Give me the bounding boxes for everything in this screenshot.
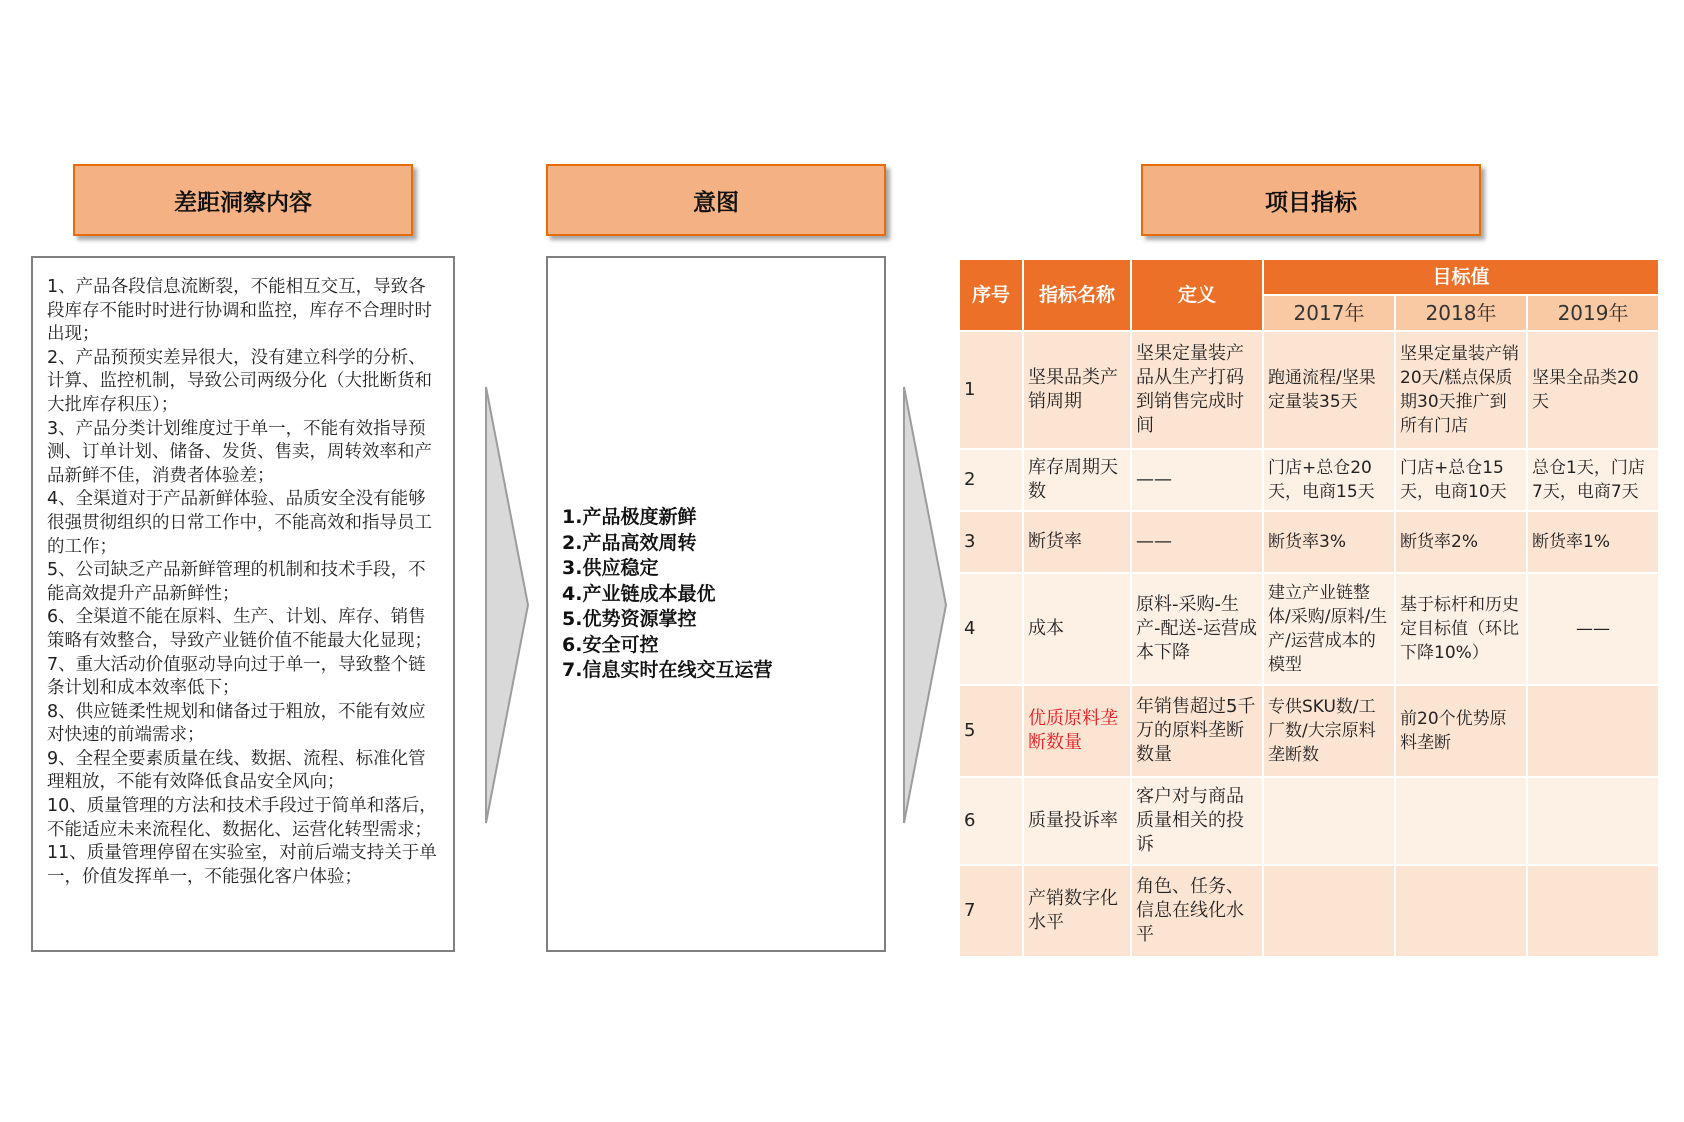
row-target-2018 — [1395, 777, 1527, 865]
col-header-definition: 定义 — [1131, 259, 1263, 331]
row-definition: 年销售超过5千万的原料垄断数量 — [1131, 685, 1263, 777]
row-definition: —— — [1131, 449, 1263, 511]
intent-item: 7.信息实时在线交互运营 — [562, 659, 773, 681]
flow-arrow-2 — [902, 385, 950, 825]
table-row — [959, 865, 1659, 957]
intent-panel — [546, 256, 886, 952]
row-definition: 角色、任务、信息在线化水平 — [1131, 865, 1263, 957]
gap-insight-header-label: 差距洞察内容 — [174, 189, 312, 216]
row-name: 断货率 — [1023, 511, 1131, 573]
row-target-2017: 专供SKU数/工厂数/大宗原料垄断数 — [1263, 685, 1395, 777]
gap-item: 6、全渠道不能在原料、生产、计划、库存、销售策略有效整合，导致产业链价值不能最大化显现； — [47, 607, 432, 651]
table-row — [959, 331, 1659, 449]
table-row — [959, 777, 1659, 865]
row-target-2017: 门店+总仓20天，电商15天 — [1263, 449, 1395, 511]
row-target-2018: 基于标杆和历史定目标值（环比下降10%） — [1395, 573, 1527, 685]
row-index: 7 — [959, 865, 1023, 957]
col-header-target: 目标值 — [1263, 259, 1659, 295]
row-target-2018: 断货率2% — [1395, 511, 1527, 573]
row-name: 优质原料垄断数量 — [1023, 685, 1131, 777]
table-row — [959, 511, 1659, 573]
intent-item: 4.产业链成本最优 — [562, 582, 716, 605]
gap-item: 11、质量管理停留在实验室，对前后端支持关于单一，价值发挥单一，不能强化客户体验； — [47, 843, 437, 887]
row-target-2019 — [1527, 685, 1659, 777]
flow-arrow-1 — [484, 385, 532, 825]
intent-item: 3.供应稳定 — [562, 557, 659, 579]
gap-item: 7、重大活动价值驱动导向过于单一，导致整个链条计划和成本效率低下； — [47, 654, 426, 699]
intent-header-label: 意图 — [693, 189, 739, 216]
gap-insight-panel — [31, 256, 455, 952]
row-index: 3 — [959, 511, 1023, 573]
row-name: 坚果品类产销周期 — [1023, 331, 1131, 449]
gap-item: 9、全程全要素质量在线、数据、流程、标准化管理粗放，不能有效降低食品安全风向； — [47, 748, 426, 793]
row-target-2018 — [1395, 865, 1527, 957]
project-metric-header-label: 项目指标 — [1265, 189, 1357, 216]
row-name: 产销数字化水平 — [1023, 865, 1131, 957]
row-target-2019: 断货率1% — [1527, 511, 1659, 573]
intent-list — [562, 505, 772, 684]
gap-item: 10、质量管理的方法和技术手段过于简单和落后，不能适应未来流程化、数据化、运营化转型需求； — [47, 796, 437, 840]
row-name: 库存周期天数 — [1023, 449, 1131, 511]
row-target-2018: 坚果定量装产销20天/糕点保质期30天推广到所有门店 — [1395, 331, 1527, 449]
project-metrics-table — [958, 258, 1660, 958]
table-row — [959, 449, 1659, 511]
row-target-2017 — [1263, 777, 1395, 865]
col-header-2017: 2017年 — [1263, 295, 1395, 331]
row-target-2017 — [1263, 865, 1395, 957]
gap-item: 4、全渠道对于产品新鲜体验、品质安全没有能够很强贯彻组织的日常工作中，不能高效和指导员工的工作； — [47, 489, 432, 557]
row-definition: 坚果定量装产品从生产打码到销售完成时间 — [1131, 331, 1263, 449]
row-target-2017: 跑通流程/坚果定量装35天 — [1263, 331, 1395, 449]
row-target-2019: 坚果全品类20天 — [1527, 331, 1659, 449]
col-header-2018: 2018年 — [1395, 295, 1527, 331]
gap-item: 3、产品分类计划维度过于单一，不能有效指导预测、订单计划、储备、发货、售卖，周转效率和产品新鲜不佳，消费者体验差； — [47, 418, 432, 486]
intent-header — [546, 164, 886, 236]
row-target-2019: 总仓1天，门店7天，电商7天 — [1527, 449, 1659, 511]
table-row — [959, 685, 1659, 777]
gap-item: 1、产品各段信息流断裂，不能相互交互，导致各段库存不能时时进行协调和监控，库存不合理时时出现； — [47, 277, 432, 345]
row-definition: 原料-采购-生产-配送-运营成本下降 — [1131, 573, 1263, 685]
row-target-2019 — [1527, 865, 1659, 957]
intent-item: 5.优势资源掌控 — [562, 608, 697, 630]
row-target-2019: —— — [1527, 573, 1659, 685]
row-target-2017: 断货率3% — [1263, 511, 1395, 573]
row-index: 4 — [959, 573, 1023, 685]
row-definition: —— — [1131, 511, 1263, 573]
row-index: 1 — [959, 331, 1023, 449]
row-name: 质量投诉率 — [1023, 777, 1131, 865]
gap-item: 5、公司缺乏产品新鲜管理的机制和技术手段，不能高效提升产品新鲜性； — [47, 560, 426, 604]
row-index: 6 — [959, 777, 1023, 865]
row-target-2018: 门店+总仓15天，电商10天 — [1395, 449, 1527, 511]
gap-item: 2、产品预预实差异很大，没有建立科学的分析、计算、监控机制，导致公司两级分化（大批断货和大批库存积压）； — [47, 347, 432, 415]
col-header-name: 指标名称 — [1023, 259, 1131, 331]
row-target-2017: 建立产业链整体/采购/原料/生产/运营成本的模型 — [1263, 573, 1395, 685]
row-definition: 客户对与商品质量相关的投诉 — [1131, 777, 1263, 865]
gap-item: 8、供应链柔性规划和储备过于粗放，不能有效应对快速的前端需求； — [47, 701, 426, 746]
row-index: 5 — [959, 685, 1023, 777]
intent-item: 2.产品高效周转 — [562, 531, 697, 554]
gap-insight-header — [73, 164, 413, 236]
project-metric-header — [1141, 164, 1481, 236]
row-target-2018: 前20个优势原料垄断 — [1395, 685, 1527, 777]
col-header-index: 序号 — [959, 259, 1023, 331]
col-header-2019: 2019年 — [1527, 295, 1659, 331]
row-index: 2 — [959, 449, 1023, 511]
intent-item: 6.安全可控 — [562, 633, 659, 656]
row-target-2019 — [1527, 777, 1659, 865]
table-row — [959, 573, 1659, 685]
intent-item: 1.产品极度新鲜 — [562, 506, 697, 528]
row-name: 成本 — [1023, 573, 1131, 685]
